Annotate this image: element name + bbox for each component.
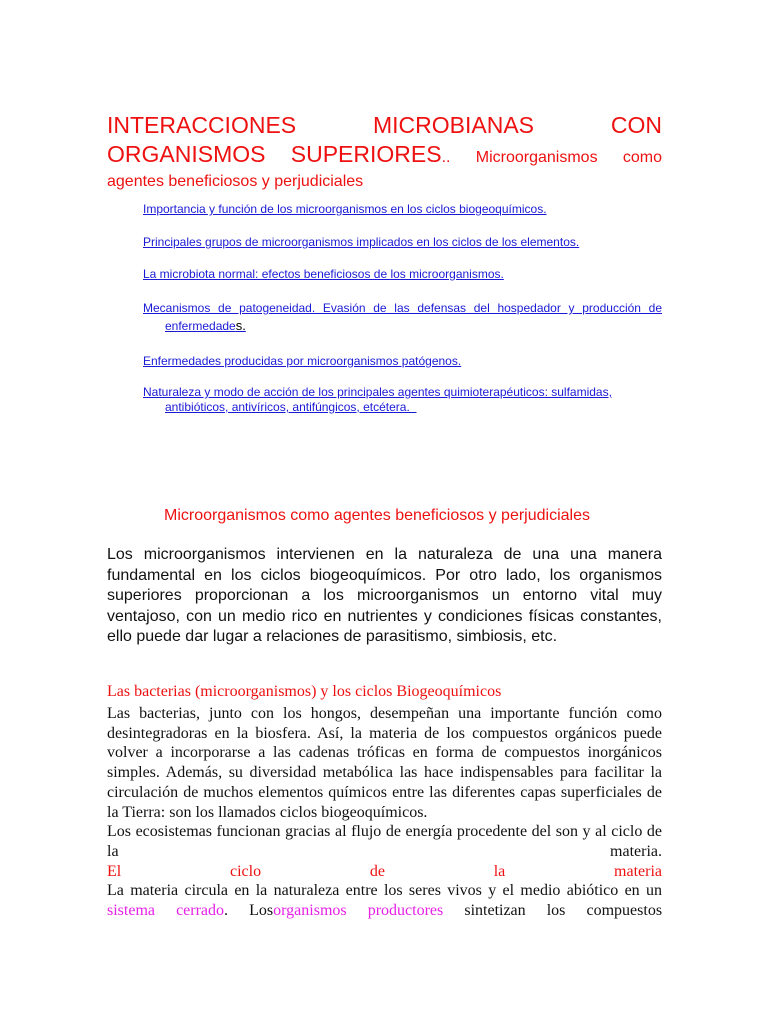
bacteria-heading: Las bacterias (microorganismos) y los ciclos Biogeoquímicos <box>107 683 502 700</box>
toc-link-text[interactable]: Principales grupos de microorganismos implicados en los ciclos de los elementos. <box>143 235 580 249</box>
title-word: INTERACCIONES <box>107 112 297 138</box>
title-word: SUPERIORES <box>290 141 442 167</box>
bacteria-body <box>107 704 662 921</box>
cycle-heading-word: El <box>107 862 122 880</box>
highlight-sistema-cerrado[interactable]: sistema cerrado <box>107 902 225 920</box>
title-word: MICROBIANAS <box>372 112 535 138</box>
title-separator: .. <box>441 149 451 166</box>
document-title <box>107 111 662 192</box>
paragraph-text: La materia circula en la naturaleza entre los seres vivos y el medio abiótico en un <box>107 882 662 900</box>
title-word-group <box>291 140 451 172</box>
toc-link-text-continued[interactable]: enfermedade <box>165 319 236 333</box>
toc-link-text[interactable]: Importancia y función de los microorganismos en los ciclos biogeoquímicos. <box>143 202 547 216</box>
toc-link-text[interactable]: Naturaleza y modo de acción de los principales agentes quimioterapéuticos: sulfamidas, <box>143 385 612 399</box>
title-word: CON <box>610 112 662 138</box>
cycle-heading-word: ciclo <box>229 862 262 880</box>
toc-trailing-text: s. <box>235 318 246 333</box>
section-heading-text: Microorganismos como agentes beneficiosos y perjudiciales <box>164 507 590 524</box>
subtitle-line: agentes beneficiosos y perjudiciales <box>107 173 364 190</box>
bacteria-paragraph-3 <box>107 881 662 920</box>
cycle-heading-word: de <box>369 862 385 880</box>
title-line-1 <box>107 111 662 140</box>
subtitle-word: Microorganismos <box>475 149 598 166</box>
cycle-heading <box>107 862 662 882</box>
toc-link-text[interactable]: Enfermedades producidas por microorganismos patógenos. <box>143 354 462 368</box>
intro-paragraph: Los microorganismos intervienen en la naturaleza de una una manera fundamental en los ciclos biogeoquímicos. Por otro lado, los organismos superiores proporcionan a los microorganismos un entorno vital muy ventajoso, con un medio rico en nutrientes y condiciones físicas constantes, ello puede dar lugar a relaciones de parasitismo, simbiosis, etc. <box>107 546 662 645</box>
toc-link-text[interactable]: La microbiota normal: efectos beneficiosos de los microorganismos. <box>143 267 504 281</box>
toc-link-text-continued[interactable]: antibióticos, antivíricos, antifúngicos, etcétera. <box>165 400 417 414</box>
toc-link-text[interactable]: Mecanismos de patogeneidad. Evasión de las defensas del hospedador y producción de <box>143 301 662 315</box>
subtitle-word: como <box>622 149 662 166</box>
toc-link-importancia[interactable] <box>143 201 662 218</box>
title-line-2 <box>107 140 662 172</box>
toc-link-microbiota[interactable] <box>143 266 662 283</box>
title-word: ORGANISMOS <box>107 141 266 167</box>
cycle-heading-word: materia <box>614 862 662 880</box>
toc-link-quimioterapeuticos[interactable] <box>143 385 662 415</box>
cycle-heading-word: la <box>493 862 506 880</box>
paragraph-text: sintetizan los compuestos <box>464 902 663 920</box>
paragraph-text: . Los <box>224 902 274 920</box>
bacteria-paragraph-1: Las bacterias, junto con los hongos, desempeñan una importante función como desintegradoras en la biosfera. Así, la materia de los compuestos orgánicos puede volver a incorporarse a las cadenas tróficas en forma de compuestos inorgánicos simples. Además, su diversidad metabólica las hace indispensables para facilitar la circulación de muchos elementos químicos entre las diferentes capas superficiales de la Tierra: son los llamados ciclos biogeoquímicos. <box>107 705 662 821</box>
bacteria-paragraph-2: Los ecosistemas funcionan gracias al flujo de energía procedente del son y al ciclo de la materia. <box>107 823 662 860</box>
toc-link-enfermedades[interactable] <box>143 353 662 370</box>
toc-link-grupos[interactable] <box>143 234 662 251</box>
toc-link-patogeneidad[interactable] <box>143 300 662 335</box>
section-heading <box>0 507 768 525</box>
highlight-organismos-productores[interactable]: organismos productores <box>273 902 444 920</box>
